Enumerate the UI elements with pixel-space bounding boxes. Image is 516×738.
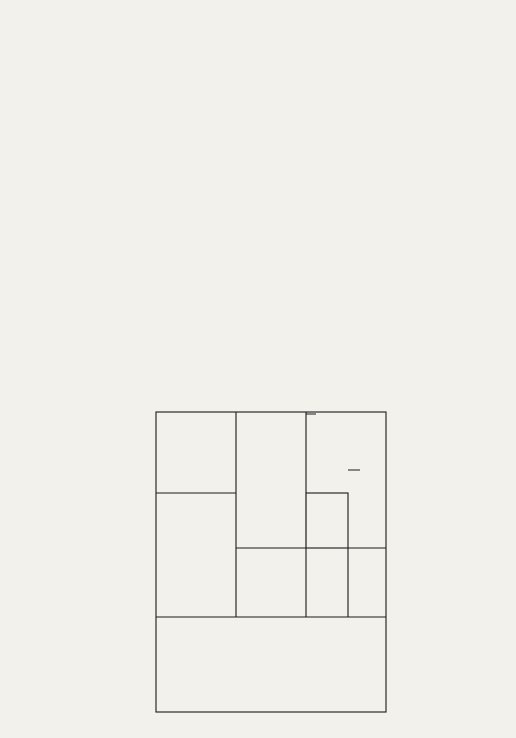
body-text-upper — [30, 42, 492, 334]
school-system-diagram — [138, 404, 400, 722]
body-text-lower-left — [26, 388, 138, 673]
diagram-frame — [156, 412, 386, 712]
body-text-lower-right — [397, 388, 492, 673]
